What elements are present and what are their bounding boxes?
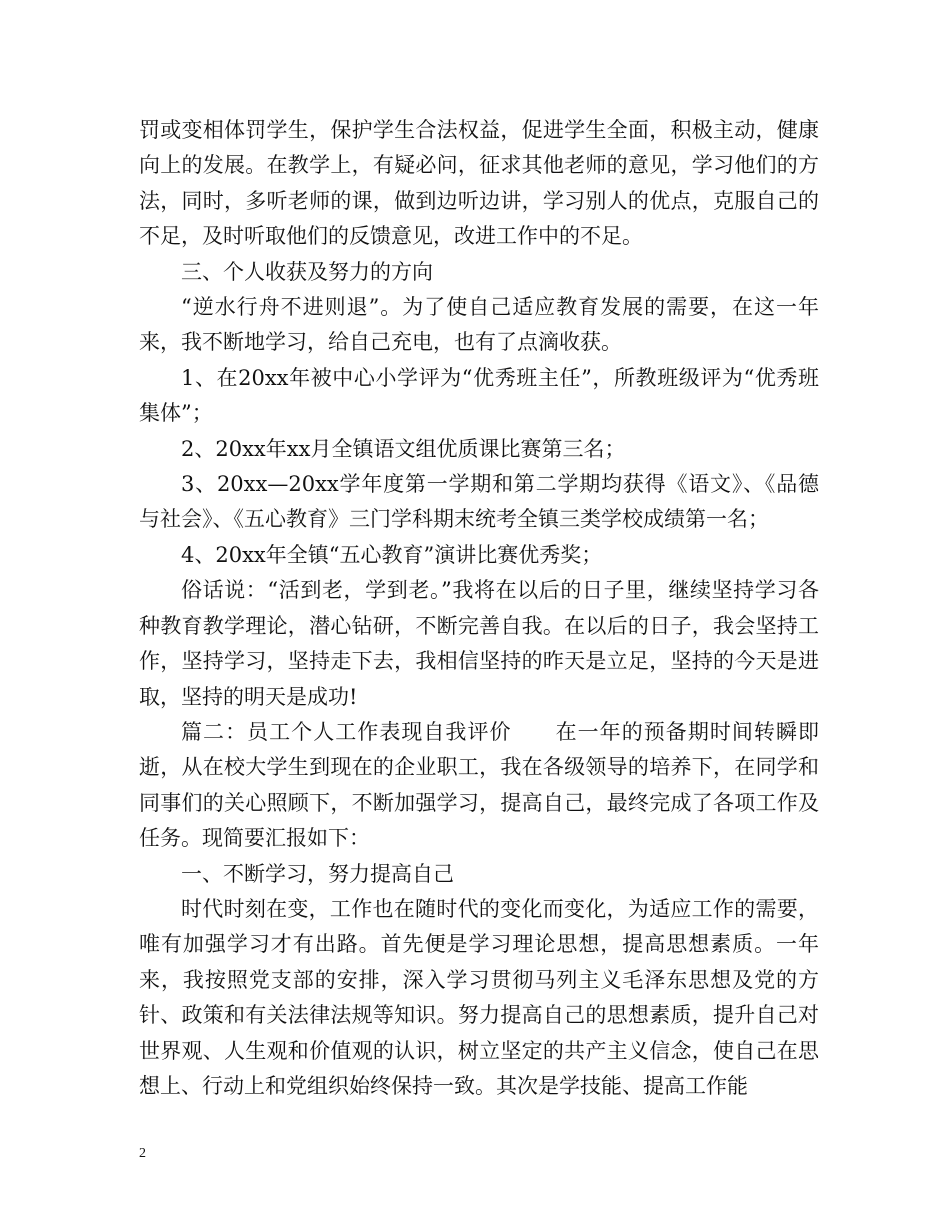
list-item: 4、20xx年全镇“五心教育”演讲比赛优秀奖； <box>181 542 603 567</box>
section-heading: 一、不断学习，努力提高自己 <box>181 861 454 886</box>
paragraph: 时代时刻在变，工作也在随时代的变化而变化，为适应工作的需要，唯有加强学习才有出路。首先便是学习理论思想，提高思想素质。一年来，我按照党支部的安排，深入学习贯彻马列主义毛泽东思想及党的方针、政策和有关法律法规等知识。努力提高自己的思想素质，提升自己对世界观、人生观和价值观的认识，树立坚定的共产主义信念，使自己在思想上、行动上和党组织始终保持一致。其次是学技能、提高工作能 <box>139 896 819 1098</box>
page-number: 2 <box>139 1146 146 1161</box>
document-body <box>139 113 819 1104</box>
list-item: 1、在20xx年被中心小学评为“优秀班主任”，所教班级评为“优秀班集体”； <box>139 365 819 426</box>
list-item: 3、20xx—20xx学年度第一学期和第二学期均获得《语文》、《品德与社会》、《五心教育》三门学科期末统考全镇三类学校成绩第一名； <box>139 472 819 532</box>
paragraph: 罚或变相体罚学生，保护学生合法权益，促进学生全面，积极主动，健康向上的发展。在教学上，有疑必问，征求其他老师的意见，学习他们的方法，同时，多听老师的课，做到边听边讲，学习别人的优点，克服自己的不足，及时听取他们的反馈意见，改进工作中的不足。 <box>139 118 819 249</box>
section-heading: 三、个人收获及努力的方向 <box>181 259 433 284</box>
list-item: 2、20xx年xx月全镇语文组优质课比赛第三名； <box>181 436 626 461</box>
paragraph: 俗话说：“活到老，学到老。”我将在以后的日子里，继续坚持学习各种教育教学理论，潜心钻研，不断完善自我。在以后的日子，我会坚持工作，坚持学习，坚持走下去，我相信坚持的昨天是立足，坚持的今天是进取，坚持的明天是成功! <box>139 578 819 709</box>
paragraph: “逆水行舟不进则退”。为了使自己适应教育发展的需要，在这一年来，我不断地学习，给自己充电，也有了点滴收获。 <box>139 295 819 355</box>
paragraph: 篇二：员工个人工作表现自我评价 在一年的预备期时间转瞬即逝，从在校大学生到现在的企业职工，我在各级领导的培养下，在同学和同事们的关心照顾下，不断加强学习，提高自己，最终完成了各项工作及任务。现简要汇报如下： <box>139 719 819 851</box>
